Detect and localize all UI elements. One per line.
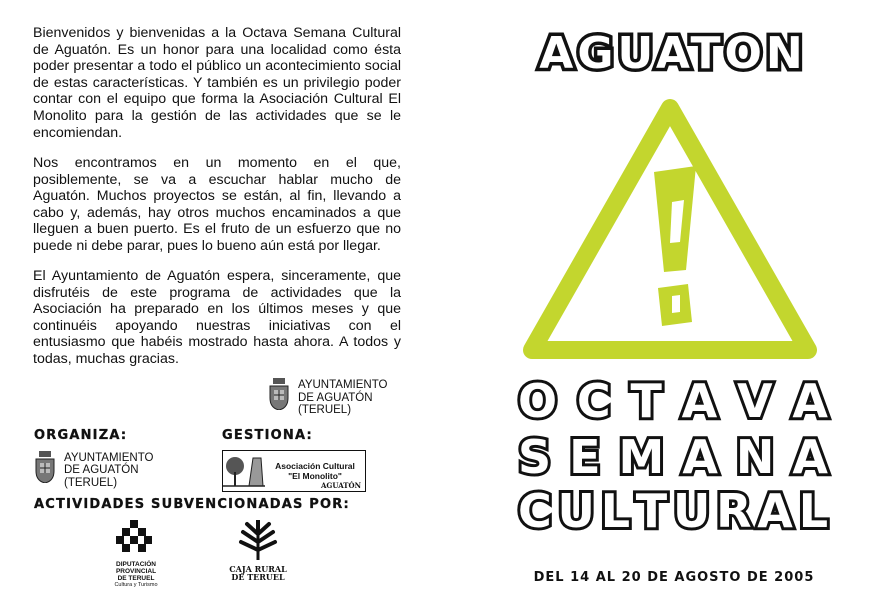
letter: C xyxy=(576,374,611,428)
tree-tower-icon xyxy=(223,452,265,490)
letter: A xyxy=(792,430,828,484)
letter: U xyxy=(557,484,595,538)
letter: T xyxy=(630,374,662,428)
event-dates: DEL 14 AL 20 DE AGOSTO DE 2005 xyxy=(533,570,815,585)
signature-line-3: (TERUEL) xyxy=(298,404,352,416)
letter: E xyxy=(569,430,601,484)
gestiona-label: GESTIONA: xyxy=(222,428,313,443)
warning-triangle-icon xyxy=(520,92,820,364)
letter: S xyxy=(518,430,552,484)
organiza-label: ORGANIZA: xyxy=(34,428,128,443)
organiza-line-3: (TERUEL) xyxy=(64,476,118,489)
gestiona-line-1: Asociación Cultural xyxy=(275,461,355,471)
letter: T xyxy=(635,484,668,538)
caja-rural-logo xyxy=(224,520,292,581)
checker-cross-icon xyxy=(116,520,156,556)
intro-paragraph-3: El Ayuntamiento de Aguatón espera, sinceramente, que disfrutéis de este programa de actividades que la Asociación ha preparado en los últimos meses y que continuéis apoyando nuestras iniciativas con el entusiasmo que habéis mostrado hasta ahora. A todos y todas, muchas gracias. xyxy=(33,268,401,367)
cover-word-semana xyxy=(518,432,828,482)
letter: L xyxy=(798,484,828,538)
letter: M xyxy=(618,430,665,484)
cover-title: AGUATON xyxy=(539,28,807,79)
monolito-logo xyxy=(222,450,366,492)
caja-line-2: DE TERUEL xyxy=(231,572,285,582)
caja-line-1: CAJA RURAL xyxy=(229,564,287,574)
letter: A xyxy=(681,374,718,428)
intro-paragraph-2: Nos encontramos en un momento en el que, posiblemente, se va a escuchar hablar mucho de Aguatón. Muchos proyectos se están, al fin, llevando a cabo y, además, hay otros muchos encaminados a que lleguen a buen puerto. Es el fruto de un esfuerzo que no puede ni debe parar, pues lo bueno aún está por llegar. xyxy=(33,155,401,254)
letter: U xyxy=(672,484,711,538)
gestiona-place: AGUATÓN xyxy=(320,481,361,490)
wheat-icon xyxy=(233,520,283,560)
signature-block xyxy=(268,378,387,417)
gestiona-line-2: "El Monolito" xyxy=(288,471,342,481)
letter: A xyxy=(792,374,828,428)
diputacion-logo xyxy=(108,520,164,588)
letter: V xyxy=(737,374,773,428)
signature-line-2: DE AGUATÓN xyxy=(298,391,373,404)
intro-paragraph-1: Bienvenidos y bienvenidas a la Octava Semana Cultural de Aguatón. Es un honor para una localidad como ésta poder presentar a todo el público un acontecimiento social de estas características. Y también es un privilegio poder contar con el equipo que forma la Asociación Cultural El Monolito para la gestión de las actividades que se le encomiendan. xyxy=(33,25,401,141)
signature-line-1: AYUNTAMIENTO xyxy=(298,379,388,391)
diputacion-line-4: Cultura y Turismo xyxy=(114,582,158,588)
letter: A xyxy=(757,484,793,538)
letter: O xyxy=(518,374,558,428)
diputacion-line-2: PROVINCIAL xyxy=(115,568,157,575)
letter: N xyxy=(735,430,775,484)
organiza-line-1: AYUNTAMIENTO xyxy=(64,452,154,464)
diputacion-line-1: DIPUTACIÓN xyxy=(116,561,156,568)
letter: R xyxy=(716,484,752,538)
coat-of-arms-icon xyxy=(34,451,56,483)
letter: C xyxy=(518,484,552,538)
letter: A xyxy=(682,430,718,484)
coat-of-arms-icon xyxy=(268,378,290,410)
organiza-line-2: DE AGUATÓN xyxy=(64,464,139,477)
organiza-block xyxy=(34,451,153,489)
right-page-cover xyxy=(440,0,880,611)
subvencionadas-label: ACTIVIDADES SUBVENCIONADAS POR: xyxy=(34,497,350,512)
diputacion-line-3: DE TERUEL xyxy=(117,575,155,582)
cover-word-cultural xyxy=(518,486,828,536)
cover-word-octava xyxy=(518,376,828,426)
letter: L xyxy=(600,484,630,538)
